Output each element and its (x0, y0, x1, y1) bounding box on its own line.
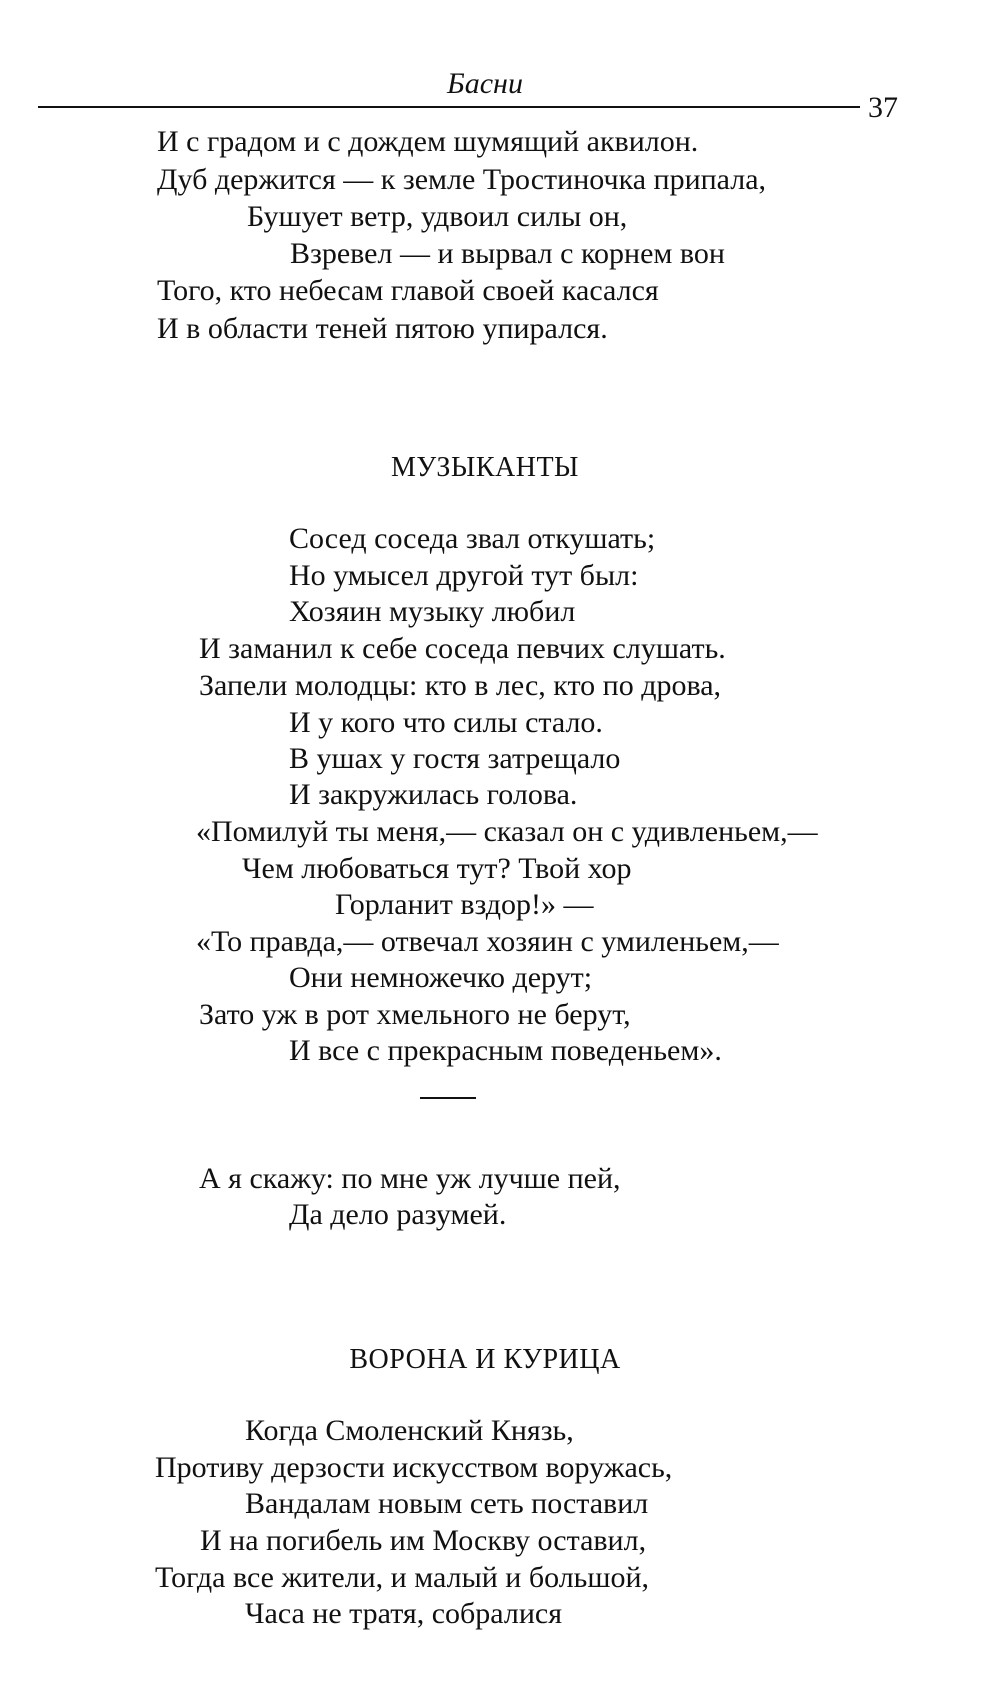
poem2-line: И заманил к себе соседа певчих слушать. (199, 632, 726, 665)
poem2-line: В ушах у гостя затрещало (289, 742, 621, 775)
poem2-line: И все с прекрасным поведеньем». (289, 1034, 722, 1067)
poem1-line: И в области теней пятою упирался. (157, 312, 608, 345)
poem2-line: «Помилуй ты меня,— сказал он с удивленьем,— (196, 815, 818, 848)
header-rule (38, 106, 860, 108)
poem3-line: Когда Смоленский Князь, (245, 1414, 574, 1447)
poem3-line: Противу дерзости искусством воружась, (155, 1451, 673, 1484)
poem1-line: Бушует ветр, удвоил силы он, (247, 200, 628, 233)
poem2-moral-line: А я скажу: по мне уж лучше пей, (199, 1162, 621, 1195)
running-title: Басни (447, 67, 523, 100)
poem1-line: И с градом и с дождем шумящий аквилон. (157, 125, 699, 158)
poem2-line: И закружилась голова. (289, 778, 578, 811)
poem3-line: И на погибель им Москву оставил, (200, 1524, 647, 1557)
poem2-line: Зато уж в рот хмельного не берут, (199, 998, 631, 1031)
poem1-line: Взревел — и вырвал с корнем вон (290, 237, 725, 270)
poem2-line: «То правда,— отвечал хозяин с умиленьем,— (196, 925, 779, 958)
page-number: 37 (868, 91, 898, 124)
poem1-line: Дуб держится — к земле Тростиночка припала, (157, 163, 767, 196)
poem2-line: Хозяин музыку любил (289, 595, 576, 628)
section-separator (420, 1097, 476, 1099)
poem2-line: Чем любоваться тут? Твой хор (242, 852, 632, 885)
poem2-line: Они немножечко дерут; (289, 961, 593, 994)
poem2-line: Но умысел другой тут был: (289, 559, 639, 592)
poem2-line: Сосед соседа звал откушать; (289, 522, 656, 555)
poem2-moral-line: Да дело разумей. (289, 1198, 507, 1231)
poem3-title: ВОРОНА И КУРИЦА (349, 1344, 621, 1375)
poem3-line: Часа не тратя, собралися (245, 1597, 563, 1630)
poem1-line: Того, кто небесам главой своей касался (157, 274, 659, 307)
poem3-line: Вандалам новым сеть поставил (245, 1487, 649, 1520)
poem2-line: И у кого что силы стало. (289, 706, 603, 739)
poem2-line: Запели молодцы: кто в лес, кто по дрова, (199, 669, 722, 702)
poem2-line: Горланит вздор!» — (335, 888, 594, 921)
poem2-title: МУЗЫКАНТЫ (391, 452, 579, 483)
poem3-line: Тогда все жители, и малый и большой, (155, 1561, 650, 1594)
